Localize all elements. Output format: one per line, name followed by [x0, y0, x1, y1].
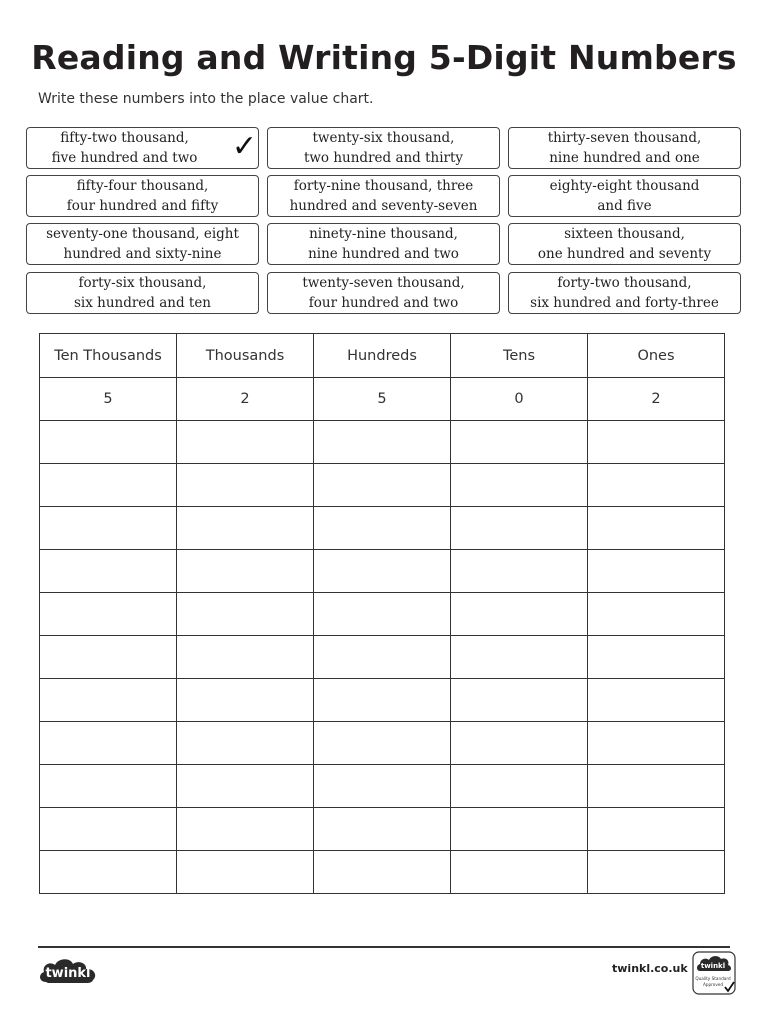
blank-cell[interactable] — [40, 421, 177, 464]
blank-cell[interactable] — [314, 593, 451, 636]
badge-text-1: Quality Standard — [695, 976, 731, 981]
example-row — [40, 378, 725, 421]
card-line: two hundred and thirty — [303, 150, 464, 166]
blank-cell[interactable] — [177, 464, 314, 507]
blank-cell[interactable] — [451, 851, 588, 894]
digit-cell: 5 — [314, 378, 451, 421]
number-card — [267, 223, 500, 265]
card-line: forty-six thousand, — [78, 275, 207, 291]
digit-cell: 2 — [588, 378, 725, 421]
blank-cell[interactable] — [314, 464, 451, 507]
blank-row — [40, 808, 725, 851]
blank-cell[interactable] — [314, 765, 451, 808]
card-line: ninety-nine thousand, — [309, 226, 458, 242]
blank-cell[interactable] — [451, 808, 588, 851]
card-line: nine hundred and two — [308, 246, 459, 262]
number-card — [267, 272, 500, 314]
blank-cell[interactable] — [588, 593, 725, 636]
blank-cell[interactable] — [314, 421, 451, 464]
blank-cell[interactable] — [177, 679, 314, 722]
footer-divider — [38, 946, 730, 948]
blank-row — [40, 550, 725, 593]
card-line: twenty-seven thousand, — [302, 275, 465, 291]
check-mark-icon: ✓ — [231, 129, 257, 164]
card-line: six hundred and forty-three — [530, 295, 719, 311]
blank-cell[interactable] — [40, 679, 177, 722]
card-line: one hundred and seventy — [537, 246, 712, 262]
page-title: Reading and Writing 5-Digit Numbers — [31, 38, 737, 77]
digit-cell: 5 — [40, 378, 177, 421]
card-line: sixteen thousand, — [564, 226, 685, 242]
quality-badge-icon — [692, 951, 736, 995]
number-card — [267, 175, 500, 217]
blank-row — [40, 636, 725, 679]
number-card — [508, 272, 741, 314]
blank-cell[interactable] — [40, 808, 177, 851]
blank-cell[interactable] — [40, 851, 177, 894]
twinkl-logo — [38, 956, 100, 990]
blank-cell[interactable] — [177, 636, 314, 679]
card-line: forty-two thousand, — [557, 275, 692, 291]
blank-cell[interactable] — [177, 593, 314, 636]
card-line: forty-nine thousand, three — [293, 178, 474, 194]
card-line: hundred and sixty-nine — [63, 246, 222, 262]
blank-cell[interactable] — [40, 507, 177, 550]
place-value-chart — [39, 333, 725, 894]
blank-row — [40, 421, 725, 464]
digit-cell: 2 — [177, 378, 314, 421]
blank-cell[interactable] — [177, 421, 314, 464]
blank-cell[interactable] — [588, 722, 725, 765]
blank-cell[interactable] — [40, 593, 177, 636]
badge-text-2: Approved — [702, 982, 724, 987]
blank-row — [40, 593, 725, 636]
card-line: seventy-one thousand, eight — [46, 226, 239, 242]
column-header: Hundreds — [314, 334, 451, 378]
blank-cell[interactable] — [314, 722, 451, 765]
blank-cell[interactable] — [588, 765, 725, 808]
blank-row — [40, 507, 725, 550]
blank-cell[interactable] — [40, 636, 177, 679]
blank-cell[interactable] — [177, 808, 314, 851]
card-line: four hundred and two — [308, 295, 459, 311]
instruction-text: Write these numbers into the place value chart. — [38, 91, 374, 107]
blank-cell[interactable] — [314, 636, 451, 679]
blank-cell[interactable] — [588, 679, 725, 722]
number-card — [508, 175, 741, 217]
blank-cell[interactable] — [40, 765, 177, 808]
column-header: Ones — [588, 334, 725, 378]
blank-cell[interactable] — [451, 507, 588, 550]
blank-cell[interactable] — [314, 507, 451, 550]
blank-cell[interactable] — [588, 421, 725, 464]
blank-row — [40, 765, 725, 808]
header-row — [40, 334, 725, 378]
column-header: Tens — [451, 334, 588, 378]
card-line: eighty-eight thousand — [549, 178, 700, 194]
blank-cell[interactable] — [177, 765, 314, 808]
digit-cell: 0 — [451, 378, 588, 421]
number-card — [508, 223, 741, 265]
number-card — [26, 223, 259, 265]
quality-standard-badge — [692, 951, 736, 999]
blank-cell[interactable] — [451, 593, 588, 636]
card-line: and five — [597, 198, 652, 214]
card-line: six hundred and ten — [73, 295, 212, 311]
card-line: twenty-six thousand, — [312, 130, 455, 146]
blank-cell[interactable] — [40, 464, 177, 507]
blank-cell[interactable] — [451, 421, 588, 464]
blank-cell[interactable] — [588, 808, 725, 851]
number-card — [26, 175, 259, 217]
blank-row — [40, 851, 725, 894]
number-card — [26, 127, 259, 169]
card-line: four hundred and fifty — [66, 198, 219, 214]
blank-cell[interactable] — [314, 851, 451, 894]
website-label: twinkl.co.uk — [612, 962, 688, 975]
blank-cell[interactable] — [588, 550, 725, 593]
blank-cell[interactable] — [451, 550, 588, 593]
column-header: Thousands — [177, 334, 314, 378]
blank-cell[interactable] — [451, 636, 588, 679]
card-line: five hundred and two — [51, 150, 198, 166]
card-line: fifty-two thousand, — [60, 130, 189, 146]
twinkl-logo-text: twinkl — [45, 966, 91, 981]
number-card — [508, 127, 741, 169]
blank-cell[interactable] — [588, 464, 725, 507]
blank-cell[interactable] — [40, 722, 177, 765]
blank-cell[interactable] — [177, 550, 314, 593]
blank-cell[interactable] — [451, 722, 588, 765]
number-card — [26, 272, 259, 314]
card-line: fifty-four thousand, — [76, 178, 209, 194]
blank-row — [40, 679, 725, 722]
number-card — [267, 127, 500, 169]
blank-cell[interactable] — [177, 507, 314, 550]
blank-cell[interactable] — [451, 679, 588, 722]
card-line: nine hundred and one — [549, 150, 700, 166]
blank-cell[interactable] — [451, 765, 588, 808]
card-line: thirty-seven thousand, — [547, 130, 702, 146]
blank-row — [40, 722, 725, 765]
blank-cell[interactable] — [588, 851, 725, 894]
twinkl-cloud-icon — [38, 956, 100, 986]
blank-cell[interactable] — [177, 851, 314, 894]
badge-brand-text: twinkl — [700, 962, 726, 970]
blank-row — [40, 464, 725, 507]
blank-cell[interactable] — [177, 722, 314, 765]
blank-cell[interactable] — [451, 464, 588, 507]
blank-cell[interactable] — [40, 550, 177, 593]
blank-cell[interactable] — [588, 636, 725, 679]
blank-cell[interactable] — [314, 550, 451, 593]
blank-cell[interactable] — [314, 808, 451, 851]
column-header: Ten Thousands — [40, 334, 177, 378]
blank-cell[interactable] — [314, 679, 451, 722]
blank-cell[interactable] — [588, 507, 725, 550]
card-line: hundred and seventy-seven — [289, 198, 478, 214]
